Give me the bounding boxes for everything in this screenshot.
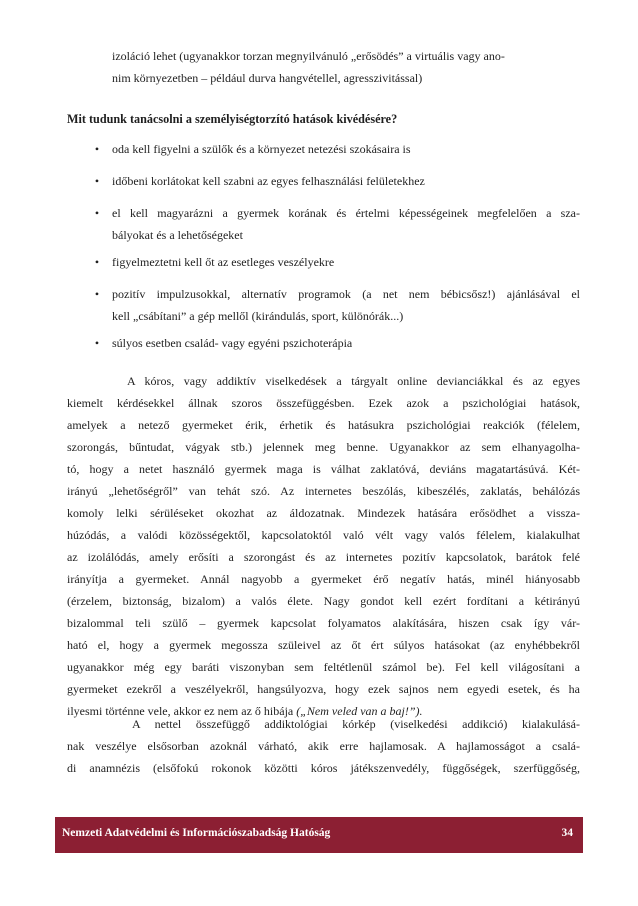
paragraph-quote: („Nem veled van a baj!”). bbox=[296, 704, 423, 718]
bullet-icon: • bbox=[94, 287, 100, 301]
paragraph-line: komoly lelki sérüléseket okozhat az áldozatnak. Mindezek hatására erősödhet a vissza- bbox=[67, 506, 580, 520]
paragraph-line: irányítja a gyermeket. Annál nagyobb a gyermeket érő negatív hatás, minél hiányosabb bbox=[67, 572, 580, 586]
paragraph-line: ható el, hogy a gyermek megossza szüleivel az őt ért súlyos hatásokat (az enyhébbekről bbox=[67, 638, 580, 652]
paragraph-line: irányú „lehetőségről” van tehát szó. Az internetes beszólás, kibeszélés, zaklatás, behálózás bbox=[67, 484, 580, 498]
paragraph-line: húzódás, a valódi közösségektől, kapcsolatoktól való vélt vagy valós félelem, kialakulhat bbox=[67, 528, 580, 542]
bullet-text: kell „csábítani” a gép mellől (kirándulás, sport, különórák...) bbox=[112, 309, 404, 323]
bullet-text: figyelmeztetni kell őt az esetleges veszélyekre bbox=[112, 255, 335, 269]
paragraph-line: az izolálódás, amely erősíti a szorongást és az internetes pozitív kapcsolatok, barátok felé bbox=[67, 550, 580, 564]
paragraph-line: tó, hogy a netet használó gyermek maga is válhat zaklatóvá, deviáns magatartásúvá. Két- bbox=[67, 462, 580, 476]
bullet-text: időbeni korlátokat kell szabni az egyes felhasználási felületekhez bbox=[112, 174, 425, 188]
bullet-icon: • bbox=[94, 255, 100, 269]
page-number: 34 bbox=[561, 827, 573, 839]
paragraph-line: kiemelt kérdésekkel állnak szoros összefüggésben. Ezek azok a pszichológiai hatások, bbox=[67, 396, 580, 410]
continuation-line: nim környezetben – például durva hangvétellel, agresszivitással) bbox=[112, 71, 423, 85]
paragraph-line: ugyanakkor még egy baráti viszonyban sem feltétlenül számol be). Fel kell világosítani a bbox=[67, 660, 580, 674]
page-footer bbox=[55, 817, 583, 853]
bullet-text: oda kell figyelni a szülők és a környezet netezési szokásaira is bbox=[112, 142, 411, 156]
continuation-line: izoláció lehet (ugyanakkor torzan megnyilvánuló „erősödés” a virtuális vagy ano- bbox=[112, 49, 505, 63]
paragraph-line: amelyek a netező gyermeket érik, érhetik és hatásukra pszichológiai reakciók (félelem, bbox=[67, 418, 580, 432]
paragraph-line: di anamnézis (elsőfokú rokonok közötti kóros játékszenvedély, függőségek, szerfüggőség, bbox=[67, 761, 580, 775]
paragraph-line: gyermeket ezekről a veszélyekről, hangsúlyozva, hogy ezek sajnos nem egyedi esetek, és ha bbox=[67, 682, 580, 696]
bullet-text: súlyos esetben család- vagy egyéni pszichoterápia bbox=[112, 336, 353, 350]
paragraph-line: A kóros, vagy addiktív viselkedések a tárgyalt online devianciákkal és az egyes bbox=[127, 374, 580, 388]
footer-organization: Nemzeti Adatvédelmi és Információszabadság Hatóság bbox=[62, 827, 331, 839]
bullet-icon: • bbox=[94, 174, 100, 188]
body-paragraph bbox=[67, 713, 580, 779]
paragraph-line: szorongás, bűntudat, vágyak stb.) jelennek meg benne. Ugyanakkor az sem elhanyagolha- bbox=[67, 440, 580, 454]
bullet-icon: • bbox=[94, 206, 100, 220]
bullet-text: pozitív impulzusokkal, alternatív programok (a net nem bébicsősz!) ajánlásával el bbox=[112, 287, 580, 301]
bullet-icon: • bbox=[94, 142, 100, 156]
paragraph-text: ilyesmi történne vele, akkor ez nem az ő hibája bbox=[67, 704, 297, 718]
paragraph-line: bizalommal teli szülő – gyermek kapcsolat folyamatos alakítására, hiszen csak így vár- bbox=[67, 616, 580, 630]
body-paragraph bbox=[67, 370, 580, 722]
bullet-icon: • bbox=[94, 336, 100, 350]
bullet-text: el kell magyarázni a gyermek korának és értelmi képességeinek megfelelően a sza- bbox=[112, 206, 580, 220]
section-heading: Mit tudunk tanácsolni a személyiségtorzító hatások kivédésére? bbox=[67, 112, 398, 126]
paragraph-line: (érzelem, biztonság, bizalom) a valós élete. Nagy gondot kell ezért fordítani a kétirányú bbox=[67, 594, 580, 608]
paragraph-line: nak veszélye elsősorban azoknál várható, akik erre hajlamosak. A hajlamosságot a csalá- bbox=[67, 739, 580, 753]
continuation-text bbox=[112, 45, 580, 89]
paragraph-line: A nettel összefüggő addiktológiai kórkép (viselkedési addikció) kialakulásá- bbox=[132, 717, 580, 731]
bullet-text: bályokat és a lehetőségeket bbox=[112, 228, 243, 242]
